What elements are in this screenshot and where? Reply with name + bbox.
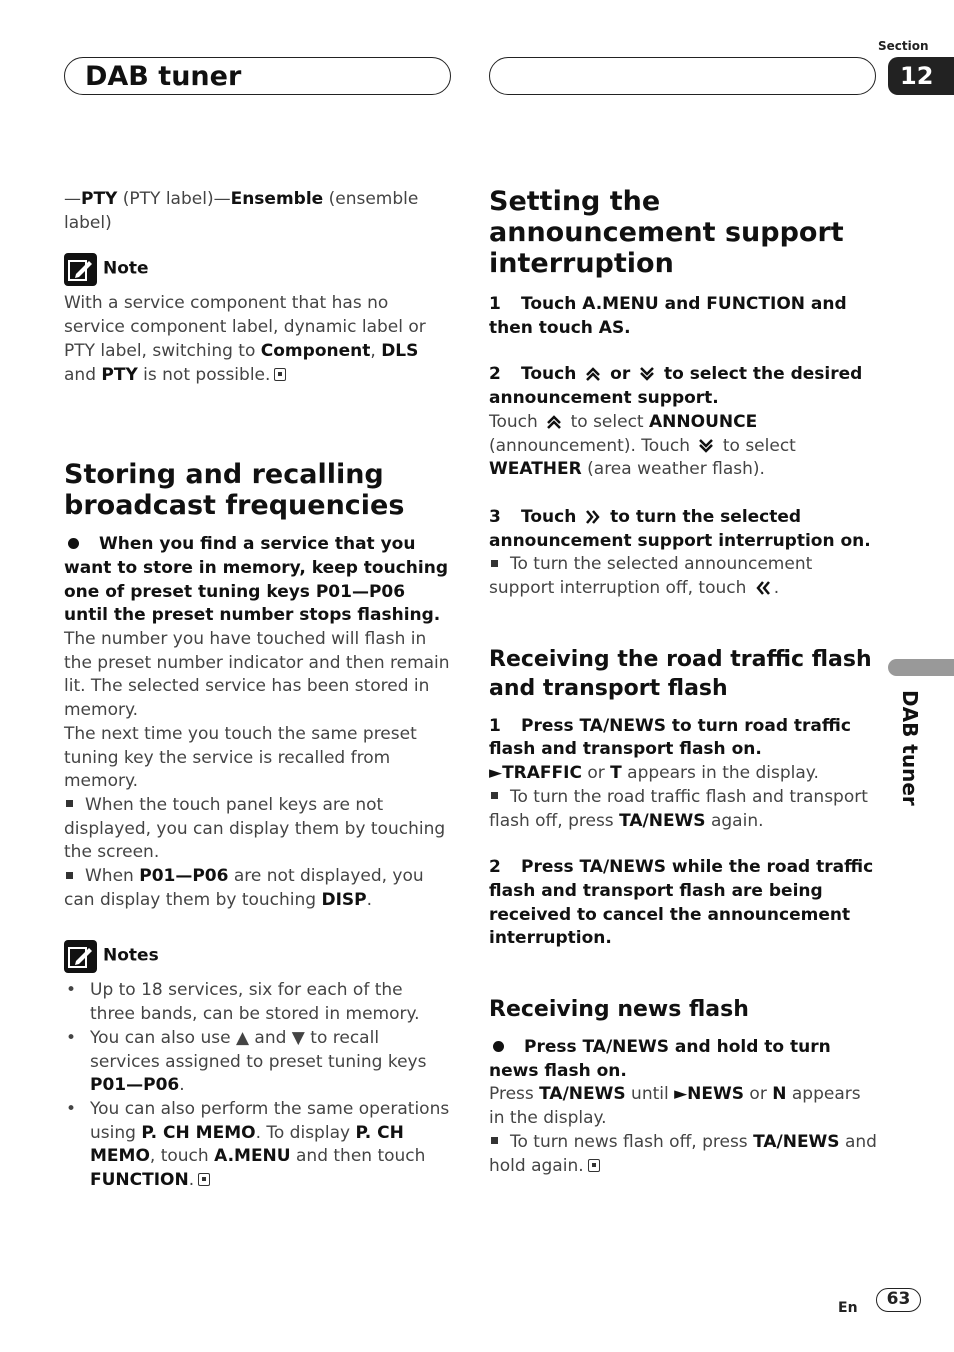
double-chevron-up-icon — [585, 366, 601, 382]
store-square-1: When the touch panel keys are not displayed, you can display them by touching the screen. — [64, 794, 446, 863]
store-bullet-step: When you find a service that you want to store in memory, keep touching one of preset tuning keys P01—P06 until the preset number stops flashing. — [64, 534, 448, 626]
note-title: Note — [103, 259, 149, 280]
news-bullet-step: Press TA/NEWS and hold to turn news flash on. — [489, 1037, 831, 1081]
note-pencil-icon — [64, 253, 97, 286]
bullet-dot-icon — [68, 538, 79, 549]
header-title-box — [64, 57, 451, 95]
square-bullet-icon — [66, 800, 73, 807]
news-square: To turn news flash off, press TA/NEWS and hold again. — [489, 1131, 877, 1176]
note-text: With a service component that has no service component label, dynamic label or PTY label, switching to Component, DLS and PTY is not possible. — [64, 293, 426, 385]
header-title: DAB tuner — [85, 61, 242, 92]
section-label: Section — [878, 39, 929, 53]
section-number-tab: 12 — [888, 57, 954, 95]
end-mark-icon — [588, 1159, 600, 1172]
bullet-dot-icon — [493, 1041, 504, 1052]
end-mark-icon — [198, 1173, 210, 1186]
traffic-square: To turn the road traffic flash and transport flash off, press TA/NEWS again. — [489, 786, 868, 831]
note-block — [64, 253, 450, 387]
double-chevron-up-icon — [546, 414, 562, 430]
announce-step-3: 3 Touch to turn the selected announcement support interruption on. — [489, 506, 871, 551]
header-empty-box — [489, 57, 876, 95]
traffic-heading: Receiving the road traffic flash and transport flash — [489, 646, 872, 701]
square-bullet-icon — [491, 792, 498, 799]
announce-step-1: 1 Touch A.MENU and FUNCTION and then touch AS. — [489, 294, 847, 338]
left-column — [64, 188, 450, 1193]
square-bullet-icon — [491, 1137, 498, 1144]
end-mark-icon — [274, 368, 286, 381]
store-para-1: The number you have touched will flash in the preset number indicator and then remain lit. The selected service has been stored in memory. — [64, 629, 450, 721]
announce-step-2-text: Touch to select ANNOUNCE (announcement). Touch to select WEATHER (area weather flash). — [489, 411, 796, 480]
square-bullet-icon — [491, 560, 498, 567]
traffic-step-1: 1 Press TA/NEWS to turn road traffic flash and transport flash on. — [489, 715, 851, 760]
notes-item-1: • Up to 18 services, six for each of the three bands, can be stored in memory. — [64, 979, 450, 1026]
notes-item-2: • You can also use ▲ and ▼ to recall services assigned to preset tuning keys P01—P06. — [64, 1027, 450, 1098]
news-text: Press TA/NEWS until ►NEWS or N appears in the display. — [489, 1084, 861, 1129]
side-tab-label: DAB tuner — [898, 690, 922, 806]
notes-block — [64, 940, 450, 1192]
right-column — [489, 186, 879, 1178]
side-tab-bar — [888, 659, 954, 676]
traffic-step-2: 2 Press TA/NEWS while the road traffic flash and transport flash are being received to cancel the announcement interruption. — [489, 857, 874, 949]
notes-title: Notes — [103, 946, 159, 967]
traffic-step-1-text: ►TRAFFIC or T appears in the display. — [489, 763, 819, 784]
store-para-2: The next time you touch the same preset tuning key the service is recalled from memory. — [64, 723, 417, 792]
double-chevron-right-icon — [585, 509, 601, 525]
announce-step-2: 2 Touch or to select the desired announcement support. — [489, 364, 863, 409]
announce-step-3-square: To turn the selected announcement support interruption off, touch . — [489, 554, 813, 599]
intro-text: —PTY (PTY label)—Ensemble (ensemble label) — [64, 189, 419, 233]
double-chevron-down-icon — [698, 438, 714, 454]
footer-language: En — [838, 1300, 858, 1316]
note-pencil-icon — [64, 940, 97, 973]
store-heading: Storing and recalling broadcast frequencies — [64, 459, 405, 522]
footer-page-number: 63 — [876, 1288, 921, 1312]
double-chevron-left-icon — [755, 580, 771, 596]
square-bullet-icon — [66, 872, 73, 879]
news-heading: Receiving news flash — [489, 997, 749, 1023]
announce-heading: Setting the announcement support interruption — [489, 186, 844, 279]
store-square-2: When P01—P06 are not displayed, you can display them by touching DISP. — [64, 866, 424, 910]
notes-item-3: • You can also perform the same operations using P. CH MEMO. To display P. CH MEMO, touch A.MENU and then touch FUNCTION. — [64, 1098, 450, 1193]
double-chevron-down-icon — [639, 366, 655, 382]
